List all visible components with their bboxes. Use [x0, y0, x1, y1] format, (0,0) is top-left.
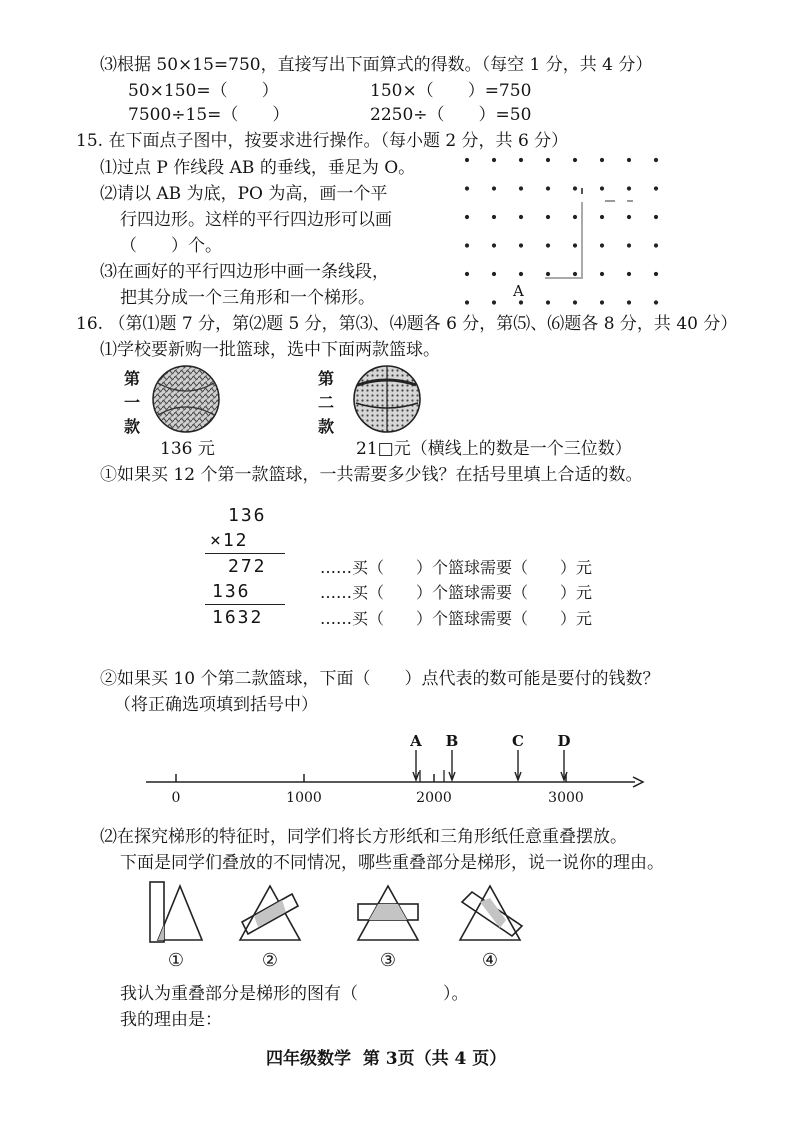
q14-expr-1: 50×150=（ ）: [128, 81, 279, 101]
grid-dot: [519, 158, 523, 162]
figure-label-1: ①: [167, 950, 185, 971]
q15-step3-line2: 把其分成一个三角形和一个梯形。: [120, 288, 375, 308]
dot-grid-figure: [455, 150, 685, 310]
grid-dot: [573, 300, 577, 304]
ball1-price: 136 元: [160, 439, 215, 459]
number-line-point-label: A: [410, 732, 422, 750]
number-line-point-label: B: [445, 732, 459, 750]
ball1-label-char: 第: [124, 369, 141, 388]
grid-dot: [627, 243, 631, 247]
ball2-label: [318, 368, 338, 438]
grid-dot: [654, 243, 658, 247]
q16-part1-intro: ⑴学校要新购一批篮球，选中下面两款篮球。: [100, 340, 440, 360]
q15-step2-line1: ⑵请以 AB 为底，PO 为高，画一个平: [100, 184, 388, 204]
grid-dot: [573, 272, 577, 276]
ball2-price: 21□元（横线上的数是一个三位数）: [356, 439, 632, 459]
number-line-tick-label: 2000: [416, 790, 452, 806]
grid-dot: [492, 300, 496, 304]
grid-dot: [465, 300, 469, 304]
number-line-point-label: C: [512, 732, 524, 750]
number-line-point-label: D: [557, 732, 571, 750]
grid-dot: [627, 272, 631, 276]
grid-dot: [519, 186, 523, 190]
drawn-line-sketch: [545, 202, 582, 278]
grid-dot: [573, 215, 577, 219]
grid-dot: [627, 300, 631, 304]
q16-question2-note: （将正确选项填到括号中）: [114, 695, 318, 715]
calc-fill-line-3: ……买（ ）个篮球需要（ ）元: [320, 609, 593, 628]
q15-step2-line3: （ ）个。: [120, 236, 222, 256]
q16-part2-line2: 下面是同学们叠放的不同情况，哪些重叠部分是梯形，说一说你的理由。: [120, 853, 664, 873]
grid-dot: [654, 158, 658, 162]
ball2-label-char: 款: [318, 417, 335, 436]
page-footer: 四年级数学 第 3页（共 4 页）: [266, 1049, 507, 1069]
grid-dot: [600, 272, 604, 276]
grid-dot: [546, 272, 550, 276]
ball1-label-char: 款: [124, 417, 141, 436]
grid-dot: [573, 243, 577, 247]
dot-grid: [465, 158, 658, 305]
basketball-1-image: [150, 363, 222, 435]
grid-dot: [519, 300, 523, 304]
grid-dot: [519, 272, 523, 276]
figure-label-3: ③: [379, 950, 397, 971]
grid-dot: [465, 243, 469, 247]
figure-1: [150, 882, 202, 942]
grid-dot: [627, 186, 631, 190]
figure-2: [240, 886, 300, 940]
grid-dot: [465, 186, 469, 190]
answer-figures-line: 我认为重叠部分是梯形的图有（ ）。: [120, 984, 469, 1004]
q14-expr-4: 2250÷（ ）=50: [370, 105, 532, 125]
grid-dot: [600, 186, 604, 190]
grid-dot: [573, 158, 577, 162]
number-line-tick-label: 0: [171, 790, 181, 806]
grid-dot: [654, 186, 658, 190]
grid-dot: [654, 300, 658, 304]
answer-reason-line: 我的理由是：: [120, 1010, 222, 1030]
grid-dot: [600, 300, 604, 304]
grid-dot: [546, 186, 550, 190]
grid-dot: [465, 272, 469, 276]
grid-dot: [465, 158, 469, 162]
grid-dot: [546, 243, 550, 247]
grid-dot: [465, 215, 469, 219]
grid-dot: [573, 186, 577, 190]
grid-dot: [519, 215, 523, 219]
ball1-label: [124, 368, 144, 438]
calc-row-multiplicand: 136: [228, 505, 267, 526]
grid-dot: [654, 272, 658, 276]
number-line-tick-label: 3000: [548, 790, 584, 806]
calc-rule-1: [205, 553, 285, 554]
grid-dot: [492, 158, 496, 162]
q15-step2-line2: 行四边形。这样的平行四边形可以画: [120, 210, 392, 230]
calc-row-product: 1632: [212, 607, 264, 628]
grid-dot: [492, 215, 496, 219]
grid-dot: [600, 215, 604, 219]
figure-label-2: ②: [261, 950, 279, 971]
overlap-figures: [140, 878, 540, 974]
ball1-label-char: 一: [124, 393, 141, 412]
number-line-tick-label: 1000: [286, 790, 322, 806]
q16-part2-line1: ⑵在探究梯形的特征时，同学们将长方形纸和三角形纸任意重叠摆放。: [100, 827, 627, 847]
q14-expr-2: 150×（ ）=750: [370, 81, 532, 101]
figure-4: [460, 886, 522, 940]
q14-part3-instruction: ⑶根据 50×15=750，直接写出下面算式的得数。（每空 1 分，共 4 分）: [100, 55, 653, 75]
q15-title: 15. 在下面点子图中，按要求进行操作。（每小题 2 分，共 6 分）: [76, 131, 569, 151]
grid-dot: [600, 158, 604, 162]
q16-question2: ②如果买 10 个第二款篮球，下面（ ）点代表的数可能是要付的钱数？: [100, 669, 660, 689]
q16-title: 16. （第⑴题 7 分，第⑵题 5 分，第⑶、⑷题各 6 分，第⑸、⑹题各 8 分，共 40 分）: [76, 314, 738, 334]
figure-3: [358, 886, 418, 940]
calc-fill-line-1: ……买（ ）个篮球需要（ ）元: [320, 558, 593, 577]
number-line: [140, 722, 650, 814]
q15-step3-line1: ⑶在画好的平行四边形中画一条线段，: [100, 262, 389, 282]
calc-rule-2: [205, 604, 285, 605]
grid-dot: [492, 272, 496, 276]
grid-dot: [546, 215, 550, 219]
grid-dot: [627, 158, 631, 162]
calc-row-partial2: 136: [212, 581, 251, 602]
grid-dot: [600, 243, 604, 247]
q16-question1: ①如果买 12 个第一款篮球，一共需要多少钱？在括号里填上合适的数。: [100, 465, 643, 485]
point-a-label: A: [513, 282, 524, 300]
grid-dot: [627, 215, 631, 219]
ball2-label-char: 二: [318, 393, 335, 412]
grid-dot: [546, 300, 550, 304]
calc-row-partial1: 272: [228, 556, 267, 577]
basketball-2-image: [350, 363, 424, 435]
ball2-label-char: 第: [318, 369, 335, 388]
q14-expr-3: 7500÷15=（ ）: [128, 105, 290, 125]
grid-dot: [492, 186, 496, 190]
grid-dot: [546, 158, 550, 162]
grid-dot: [492, 243, 496, 247]
q15-step1: ⑴过点 P 作线段 AB 的垂线，垂足为 O。: [100, 158, 416, 178]
grid-dot: [654, 215, 658, 219]
figure-label-4: ④: [481, 950, 499, 971]
grid-dot: [519, 243, 523, 247]
calc-fill-line-2: ……买（ ）个篮球需要（ ）元: [320, 583, 593, 602]
calc-row-multiplier: ×12: [210, 530, 249, 551]
